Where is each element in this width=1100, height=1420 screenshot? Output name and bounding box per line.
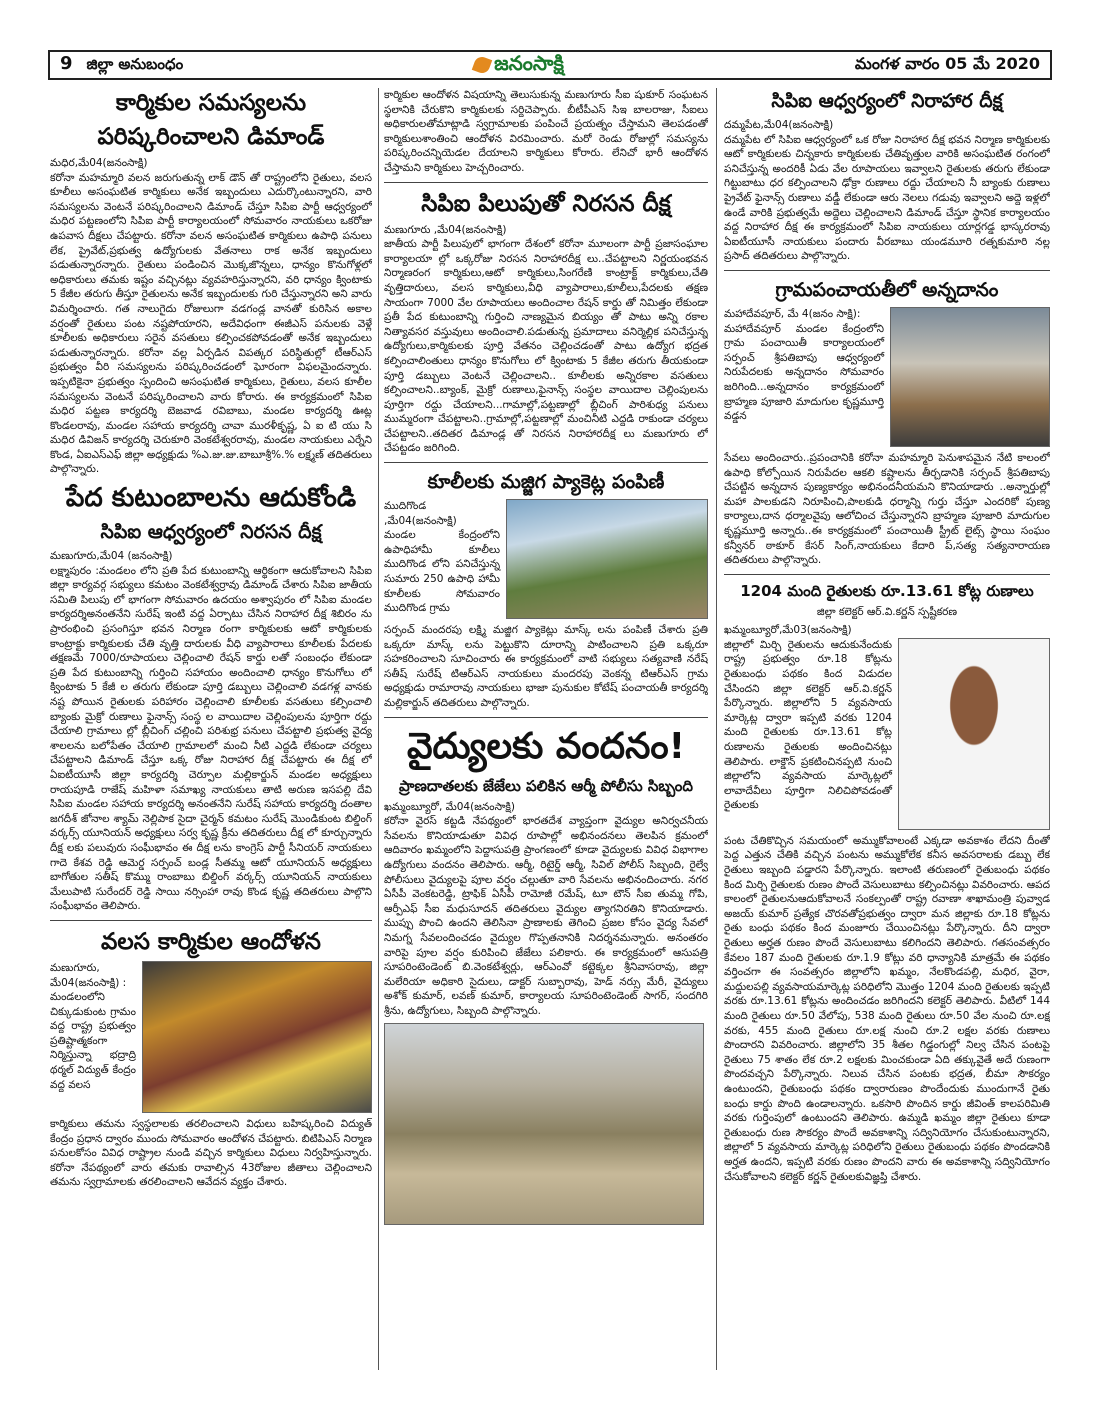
article-annadanam (724, 277, 1050, 568)
divider (724, 270, 1050, 271)
dateline: ఖమ్మంబ్యూరో,మే03(జనంసాక్షి) (724, 624, 852, 637)
article-headline: పరిష్కరించాలని డిమాండ్ (97, 124, 325, 150)
article-poor-families (50, 481, 372, 914)
article-headline: సిపిఐ పిలుపుతో నిరసన దీక్ష (421, 190, 671, 217)
workers-photo (506, 499, 708, 619)
issue-date: మంగళ వారం 05 మే 2020 (854, 53, 1040, 73)
article-headline: సిపిఐ ఆధ్వర్యంలో నిరాహార దీక్ష (771, 90, 1003, 112)
collector-portrait-photo (898, 638, 1050, 830)
header-left (60, 53, 183, 77)
police-salute-photo (384, 1023, 704, 1225)
masthead-logo (474, 51, 564, 80)
article-body: కార్మికులు తమను స్వస్థలాలకు తరలించాలని విధులు బహిష్కరించి విద్యుత్ కేంద్రం ప్రధాన ద్వారం ముందు సోమవారం ఆందోళన చేపట్టారు. బిటిపిఎస్ నిర్మాణ పనులకోసం వివిధ రాష్ట్రాల నుండి వచ్చిన కార్మికులు విధులు నిర్వహిస్తున్నారు. కరోనా నేపథ్యంలో వారు తమకు రావాల్సిన 43రోజుల జీతాలు చెల్లించాలని తమను స్వగ్రామాలకు తరలించాలని ఆవేదన వ్యక్తం చేశారు. (50, 1117, 372, 1189)
divider (384, 182, 708, 183)
article-body-lead: మండల కేంద్రంలోని ఉపాధిహామీ కూలీలు ముదిగొండ లోని పనిచేస్తున్న సుమారు 250 ఉపాధి హామీ కూలీలకు సోమవారం ముదిగొండ గ్రామ (384, 529, 500, 615)
article-body: కరోనా వైరస్ కట్టడి నేపథ్యంలో భారతదేశ వ్యాప్తంగా వైద్యుల అనిర్వచనీయ సేవలను కొనియాడుతూ వివిధ రూపాల్లో అభినందనలు తెలపిన క్రమంలో ఆదివారం ఖమ్మంలోని పెద్దాసుపత్రి ప్రాంగణంలో కూడా వైద్యులకు వివిధ విభాగాల ఉద్యోగులు వందనం తెలిపారు. ఆర్మీ, రిటైర్డ్ ఆర్మీ, సివిల్ పోలీస్ సిబ్బంది, రైల్వే పోలీసులు వైద్యులపై పూల వర్షం చల్లుతూ వారి సేవలను అభినందించారు. నగర ఏసీపీ వెంకటరెడ్డి, ట్రాఫిక్ ఏసీపీ రామోజీ రమేష్, టూ టౌన్ సీఐ తుమ్మ గోపి, ఆర్పీఎఫ్ సీఐ మధుసూదన్ తదితరులు వైద్యుల త్యాగనిరతిని కొనియాడారు. ముప్పు పొంచి ఉందని తెలిసినా ప్రాణాలకు తెగించి ప్రజల కోసం వైద్య సేవలో నిమగ్న సేవలందించడం వైద్యుల గొప్పతనానికి నిదర్శనమన్నారు. అనంతరం వారిపై పూల వర్షం కురిపించి జేజేలు పలికారు. ఈ కార్యక్రమంలో ఆసుపత్రి సూపరింటెండెంట్ బి.వెంకటేశ్వర్లు, ఆర్ఎంవో కట్టెక్కల శ్రీనివాసరావు, జిల్లా మలేరియా అధికారి సైదులు, డాక్టర్ సుబ్బారావు, హెడ్ నర్సు మేరీ, వైద్యులు అశోక్ కుమార్, లవణ్ కుమార్, కార్యాలయ సూపరింటెండెంట్ సాగర్, సందగిరి శ్రీను, ఉద్యోగులు, సిబ్బంది పాల్గొన్నారు. (384, 815, 708, 1017)
article-subheadline: సిపిఐ ఆధ్వర్యంలో నిరసన దీక్ష (100, 521, 322, 544)
dateline: దమ్మపేట,మే04(జనంసాక్షి) (724, 119, 834, 131)
article-body: సర్పంచ్ మందరపు లక్ష్మి మజ్జిగ ప్యాకెట్లు మాస్క్ లను పంపిణీ చేశారు ప్రతి ఒక్కరూ మాస్క్ లను పెట్టుకొని దూరాన్ని పాటించాలని ప్రతి ఒక్కరూ సహకరించాలని సూచించారు ఈ కార్యక్రమంలో వాటి సభ్యులు సత్యవాణి నరేష్ సతీష్ సురేష్ టిఆర్ఎస్ నాయకులు మందరపు వెంకన్న టిఆర్ఎస్ గ్రామ అధ్యక్షుడు రామారావు నాయకులు భాజా పునుకుల కోటేష్ పంచాయతీ కార్యదర్శి మల్లికార్జున్ తదితరులు పాల్గొన్నారు. (384, 624, 708, 710)
protest-photo (142, 961, 372, 1113)
column-1 (50, 88, 372, 1370)
article-salute-doctors (384, 724, 708, 1225)
column-divider (716, 88, 717, 1370)
article-body-lead: జిల్లాలో మిర్చి రైతులను ఆదుకునేందుకు రాష్ట్ర ప్రభుత్వం రూ.18 కోట్లను రైతుబంధు పథకం కింద విడుదల చేసిందని జిల్లా కలెక్టర్ ఆర్.వి.కర్ణన్ పేర్కొన్నారు. జిల్లాలోని 5 వ్యవసాయ మార్కెట్ల ద్వారా ఇప్పటి వరకు 1204 మంది రైతులకు రూ.13.61 కోట్ల రుణాలను రైతులకు అందించినట్లు తెలిపారు. లాక్డౌన్ ప్రకటించినప్పటి నుంచి జిల్లాలోని వ్యవసాయ మార్కెట్లలో లావాదేవీలు పూర్తిగా నిలిచిపోవడంతో రైతులకు (724, 638, 892, 812)
article-labour-demands (50, 88, 372, 477)
article-body: కరోనా మహమ్మారి వలన జరుగుతున్న లాక్ డౌన్ తో రాష్ట్రంలోని రైతులు, వలస కూలీలు అసంఘటిత కార్మికులు అనేక ఇబ్బందులు ఎదుర్కొంటున్నారని, వారి సమస్యలను వెంటనే పరిష్కరించాలని డిమాండ్ చేస్తూ సిపిఐ పార్టీ ఆధ్వర్యంలో మధిర పట్టణంలోని సిపిఐ పార్టీ కార్యాలయంలో సోమవారం నాయకులు ఒకరోజు ఉపవాస దీక్షలు చేపట్టారు. కరోనా వలన అసంఘటిత కార్మికులు ఉపాధి పనులు లేక, ప్రైవేట్,ప్రభుత్వ ఉద్యోగులకు వేతనాలు రాక అనేక ఇబ్బందులు పడుతున్నారన్నారు. రైతులు పండించిన మొక్కజొన్నలు, ధాన్యం కొనుగోళ్లలో అధికారులు తమకు ఇష్టం వచ్చినట్లు వ్యవహరిస్తున్నారని, వరి ధాన్యం క్వింటాకు 5 కేజీల తరుగు తీస్తూ రైతులను అనేక ఇబ్బందులకు గురి చేస్తున్నారని అని వారు విమర్శించారు. గత నాలుగైదు రోజులుగా వడగండ్ల వానతో కురిసిన అకాల వర్షంతో రైతులు పంట నష్టపోయారని, అదేవిధంగా ఈజీఎస్ పనులకు వెళ్లే కూలీలకు అధికారులు సరైన వసతులు కల్పించకపోవడంతో అనేక ఇబ్బందులు పడుతున్నారన్నారు. కరోనా వల్ల ఏర్పడిన విపత్కర పరిస్థితుల్లో టీఆర్ఎస్ ప్రభుత్వం వీరి సమస్యలను పరిష్కరించడంలో ఘోరంగా విఫలమైందన్నారు. ఇప్పటికైనా ప్రభుత్వం స్పందించి అసంఘటిత కార్మికులు, రైతులు, వలస కూలీల సమస్యలను వెంటనే పరిష్కరించాలని వారు కోరారు. ఈ కార్యక్రమంలో సిపిఐ మధిర పట్టణ కార్యదర్శి బెజవాడ రవిబాబు, మండల కార్యదర్శి ఊట్ల కొండలరావు, మండల సహాయ కార్యదర్శి చావా మురళీకృష్ణ, ఏ ఐ టి యు సి మధిర డివిజన్ కార్యదర్శి చెరుకూరి వెంకటేశ్వరరావు, మండల నాయకులు ఎర్నేని కొండ, ఏఐఎస్ఎఫ్ జిల్లా అధ్యక్షుడు %ఎ.జు.జు.బాబూశ్రీ%.% లక్ష్మణ్ తదితరులు పాల్గొన్నారు. (50, 171, 372, 476)
divider (724, 574, 1050, 575)
article-body: దమ్మపేట లో సిపిఐ ఆధ్వర్యంలో ఒక రోజు నిరాహార దీక్ష భవన నిర్మాణ కార్మికులకు ఆటో కార్మికులకు చిన్నకారు కార్మికులకు చేతివృత్తుల వారికి అసంఘటిత రంగంలో పనిచేస్తున్న అందరికీ ఏడు వేల రూపాయలు ఇవ్వాలని రైతులకు తరుగు లేకుండా గిట్టుబాటు ధర కల్పించాలని ఢోక్రా రుణాలు రద్దు చేయాలని నీ బ్యాంకు రుణాలు ప్రైవేట్ ఫైనాన్స్ రుణాలు వడ్డీ లేకుండా ఆరు నెలలు గడువు ఇవ్వాలని అద్దె ఇళ్లలో ఉండే వారికి ప్రభుత్వమే అద్దెలు చెల్లించాలని డిమాండ్ చేస్తూ స్థానిక కార్యాలయం వద్ద నిరాహార దీక్ష ఈ కార్యక్రమంలో సిపిఐ నాయకులు యార్లగడ్డ భాస్కరరావు ఏఐటీయూసీ నాయకులు పందారు వీరబాబు యండమూరి రత్నకుమారి నల్ల ప్రసాద్ తదితరులు పాల్గొన్నారు. (724, 133, 1050, 263)
article-buttermilk (384, 469, 708, 711)
leaf-icon (472, 55, 493, 76)
dateline: మణుగూరు, మే04(జనంసాక్షి) : (50, 961, 127, 989)
food-distribution-photo (890, 307, 1050, 447)
article-farmer-loans (724, 581, 1050, 1184)
dateline: మధిర,మే04(జనంసాక్షి) (50, 157, 148, 169)
article-headline: వైద్యులకు వందనం! (406, 725, 686, 767)
article-body-lead: మహాదేవపూర్ మండల కేంద్రంలోని గ్రామ పంచాయితీ కార్యాలయంలో సర్పంచ్ శ్రీపతిబాపు ఆధ్వర్యంలో నిరుపేదలకు అన్నదానం సోమవారం జరిగింది...అన్నదానం కార్యక్రమంలో బ్రాహ్మణ పూజారి మాదుగుల కృష్ణమూర్తి వడ్డన (724, 322, 884, 423)
article-headline: పేద కుటుంబాలను ఆదుకోండి (65, 483, 357, 514)
page-header (48, 50, 1052, 80)
dateline: మణుగూరు,మే04 (జనంసాక్షి) (50, 550, 173, 563)
article-headline: 1204 మంది రైతులకు రూ.13.61 కోట్ల రుణాలు (740, 581, 1034, 600)
article-subheadline: జిల్లా కలెక్టర్ ఆర్.వి.కర్ణన్ స్పష్టీకరణ (816, 605, 958, 618)
logo-text: జనంసాక్షి (494, 50, 564, 75)
divider (384, 717, 708, 718)
article-body-lead: మండలంలోని చిక్కుడుకుంట గ్రామం వద్ద రాష్ట్ర ప్రభుత్వం ప్రతిష్టాత్మకంగా నిర్మిస్తున్నా భద్రాద్రి థర్మల్ విద్యుత్ కేంద్రం వద్ద వలస (50, 991, 136, 1091)
article-headline: కూలీలకు మజ్జిగ ప్యాకెట్ల పంపిణీ (427, 471, 665, 494)
article-cpi-protest (384, 189, 708, 457)
dateline: మహాదేవపూర్, మే 4(జనం సాక్షి): (724, 307, 861, 320)
article-headline: కార్మికుల సమస్యలను (115, 90, 307, 116)
article-headline: వలస కార్మికుల ఆందోళన (101, 928, 321, 955)
divider (50, 920, 372, 921)
dateline: మణుగూరు ,మే04(జనంసాక్షి) (384, 223, 507, 236)
column-divider (378, 88, 379, 1370)
article-subheadline: ప్రాణదాతలకు జేజేలు పలికిన ఆర్మీ పోలీసు సిబ్బంది (399, 776, 693, 795)
dateline: ముదిగొండ ,మే04(జనంసాక్షి) (384, 500, 457, 527)
divider (384, 462, 708, 463)
page-number: 9 (60, 53, 73, 74)
article-body: సేవలు అందించారు..ప్రపంచానికి కరోనా మహమ్మారి పెనుశాపమైన నేటి కాలంలో ఉపాధి కోల్పోయిన నిరుపేదల ఆకలి కష్టాలను తీర్చడానికి సర్పంచ్ శ్రీపతిబాపు చేపట్టిన అన్నదాన పుణ్యకార్యం అభినందనీయమని కొనియాడారు ..అన్నార్తుల్లో మహా పాలకుడని నిరూపించి,పాలకుడి ధర్మాన్ని గుర్తు చేస్తూ ఎందరికో పుణ్య కార్యాలు,దాన ధర్మాలవైపు ఆలోచించ చేస్తున్నారని బ్రాహ్మణ పూజారి మాదుగుల కృష్ణమూర్తి అన్నారు..ఈ కార్యక్రమంలో పంచాయితీ స్ట్రీట్ లైట్స్ స్థాయి సంఘం కన్వీనర్ ఠాకూర్ కేసర్ సింగ్,నాయకులు కేదారి ప్,సత్య సత్యనారాయణ తదితరులు పాల్గొన్నారు. (724, 451, 1050, 567)
section-name: జిల్లా అనుబంధం (86, 55, 184, 73)
column-3 (724, 88, 1050, 1370)
article-body: జాతీయ పార్టీ పిలుపులో భాగంగా దేశంలో కరోనా మూలంగా పార్టీ ప్రజాసంఘాల కార్యాలయా ల్లో ఒక్కరోజు నిరసన నిరాహారదీక్ష లు..చేపట్టాలని నిర్ణయంభవన నిర్మాణరంగ కార్మికులు,ఆటో కార్మికులు,సింగరేణి కాంట్రాక్ట్ కార్మికులు,చేతి వృత్తిదారులు, వలస కార్మికులు,వీధి వ్యాపారాలు,కూలీలు,పేదలకు తక్షణ సాయంగా 7000 వేల రూపాయలు అందించాల రేషన్ కార్డు తో నిమిత్తం లేకుండా ప్రతీ పేద కుటుంబాన్ని గుర్తించి నాణ్యమైన బియ్యం తో పాటు అన్ని రకాల నిత్యావసర వస్తువులు అందించాలి.పడుతున్న ప్రమాదాలు వనిర్మెల్లిక పనిచేస్తున్న ఉద్యోగులు,కార్మికులకు పూర్తి వేతనం చెల్లించడంతో పాటు ఉద్యోగ భద్రత కల్పించాలింతులు ధాన్యం కొనుగోలు లో క్వింటాకు 5 కేజీల తరుగు తీయకుండా పూర్తి డబ్బులు వెంటనే చెల్లించాలని.. కూలీలకు అన్నిరకాల వసతులు కల్పించాలని..బ్యాంక్, మైక్రో రుణాలు,ఫైనాన్స్ సంస్థల వాయిదాల చెల్లింపులను పూర్తిగా రద్దు చేయాలని...గామాల్లో,పట్టణాల్లో బ్లీచింగ్ పారిశుధ్య పనులు ముమ్మరంగా చేపట్టాలని..గ్రామాల్లో,పట్టణాల్లో మంచినీటి ఎద్దడి రాకుండా చర్యలు చేపట్టాలని..తదితర డిమాండ్ల తో నిరసన నిరాహారదీక్ష లు మణుగూరు లో చేపట్టడం జరిగింది. (384, 238, 708, 455)
article-migrant-protest (50, 927, 372, 1190)
article-body: పంట చేతికొచ్చిన సమయంలో అమ్ముకోవాలంటే ఎక్కడా అవకాశం లేదని దీంతో పెద్ద ఎత్తున చేతికి వచ్చిన పంటను అమ్ముకోలేక కనీస అవసరాలకు డబ్బు లేక రైతులు ఇబ్బంది పడ్డారని పేర్కొన్నారు. ఇలాంటి తరుణంలో రైతుబంధు పథకం కింద మిర్చి రైతులకు రుణం పొందే వెసులుబాటు కల్పించినట్లు వివరించారు. ఆపద కాలంలో రైతులనుఆదుకోవాలనే సంకల్పంతో రాష్ట్ర రవాణా శాఖామంత్రి పువ్వాడ అజయ్ కుమార్ ప్రత్యేక చొరవతోప్రభుత్వం ద్వారా మన జిల్లాకు రూ.18 కోట్లను రైతు బంధు పథకం కింద మంజూరు చేయించినట్లు పేర్కొన్నారు. దీని ద్వారా రైతులు అర్హత రుణం పొందే వెసులుబాటు కలిగిందని తెలిపారు. గతసంవత్సరం కేవలం 187 మంది రైతులకు రూ.1.9 కోట్లు వరి ధాన్యానికి మాత్రమే ఈ పథకం వర్తించగా ఈ సంవత్సరం జిల్లాలోని ఖమ్మం, నేలకొండపల్లి, మధిర, వైరా, మద్దులపల్లి వ్యవసాయమార్కెట్ల పరిధిలోని మొత్తం 1204 మంది రైతులకు ఇప్పటి వరకు రూ.13.61 కోట్లను అందించడం జరిగిందని కలెక్టర్ తెలిపారు. వీటిలో 144 మంది రైతులు రూ.50 వేలోపు, 538 మంది రైతులు రూ.50 వేల నుంచి రూ.లక్ష వరకు, 455 మంది రైతులు రూ.లక్ష నుంచి రూ.2 లక్షల వరకు రుణాలు పొందారని వివరించారు. జిల్లాలోని 35 శీతల గిడ్డంగుల్లో నిల్వ చేసిన పంటపై రైతులు 75 శాతం లేక రూ.2 లక్షలకు మించకుండా ఏది తక్కువైతే అదే రుణంగా పొందవచ్చని పేర్కొన్నారు. నిలువ చేసిన పంటకు భద్రత, బీమా సౌకర్యం ఉంటుందని, రైతుబంధు పథకం ద్వారారుణం పొందేందుకు ముందుగానే రైతు బంధు కార్డు పొంది ఉండాలన్నారు. ఒకసారి పొందిన కార్డు జీవింత్ కాలపరిమితి వరకు గుర్తింపులో ఉంటుందని తెలిపారు. ఉమ్మడి ఖమ్మం జిల్లా రైతులు కూడా రైతుబంధు రుణ సౌకర్యం పొందే అవకాశాన్ని సద్వినియోగం చేసుకుంటున్నారని, జిల్లాలో 5 వ్యవసాయ మార్కెట్ల పరిధిలోని రైతులు రైతుబంధు పథకం పొందడానికి అర్హత ఉందని, ఇప్పటి వరకు రుణం పొందని వారు ఈ అవకాశాన్ని సద్వినియోగం చేసుకోవాలని కలెక్టర్ కర్ణన్ రైతులకువిజ్ఞప్తి చేశారు. (724, 834, 1050, 1183)
article-headline: గ్రామపంచాయతీలో అన్నదానం (775, 278, 999, 301)
article-hunger-strike (724, 88, 1050, 264)
column-2 (384, 88, 708, 1370)
article-continuation: కార్మికుల ఆందోళన విషయాన్ని తెలుసుకున్న మణుగూరు సీఐ షుకూర్ సంఘటన స్థలానికి చేరుకొని కార్మికులకు సర్దిచెప్పారు. బీటీపీఎస్ సిఇ బాలరాజు, సీఐలు అధికారులతోమాట్లాడి స్వగ్రామాలకు పంపించే ప్రయత్నం చేస్తామని తెలపడంతో కార్మికులుశాంతించి ఆందోళన విరమించారు. మరో రెండు రోజుల్లో సమస్యను పరిష్కరించన్నియెడల దేయాలని కార్మికులు కోరారు. లేనిచో భారీ ఆందోళన చేస్తామని కార్మికులు హెచ్చరించారు. (384, 89, 708, 174)
article-body: లక్ష్మాపురం :మండలం లోని ప్రతి పేద కుటుంబాన్ని ఆర్థికంగా ఆదుకోవాలని సిపిఐ జిల్లా కార్యవర్గ సభ్యులు కమటం వెంకటేశ్వర్రావు డిమాండ్ చేశారు సిపిఐ జాతీయ సమితి పిలుపు లో భాగంగా సోమవారం ఉదయం అశ్వాపురం లో సిపిఐ మండల కార్యదర్శిఅనంతనేని సురేష్ ఇంటి వద్ద ఏర్పాటు చేసిన నిరాహార దీక్ష శిబిరం ను ప్రారంభించి ప్రసంగిస్తూ భవన నిర్మాణ రంగా కార్మికులకు ఆటో కార్మికులకు కాంట్రాక్టు కార్మికులకు చేతి వృత్తి దారులకు వీధి వ్యాపారాలు కూలీలకు పేదలకు తక్షణమే 7000/రూపాయలు చెల్లించాలి రేషన్ కార్డు లతో సంబంధం లేకుండా ప్రతి పేద కుటుంబాన్ని గుర్తించి సహాయం అందించాలి ధాన్యం కొనుగోలు లో క్వింటాకు 5 కేజీ ల తరుగు లేకుండా పూర్తి డబ్బులు చెల్లించాలి వడగళ్ల వానకు నష్ట పోయిన రైతులకు పరిహారం చెల్లించాలి కూలీలకు వసతులు కల్పించాలి బ్యాంకు మైక్రో రుణాలు ఫైనాన్స్ సంస్థ ల వాయిదాల చెల్లింపులను పూర్తిగా రద్దు చేయాలి గ్రామాలు ల్లో బ్లీచింగ్ చల్లించి పరిశుభ్ర పనులు చేపట్టాలి ప్రభుత్వ వైద్య శాలలను బలోపేతం చేయాలి గ్రామాలలో మంచి నీటి ఎద్దడి లేకుండా చర్యలు చేపట్టాలని డిమాండ్ చేస్తూ ఒక్క రోజు నిరాహార దీక్ష చేపట్టారు ఈ దీక్ష లో ఏఐటీయూసీ జిల్లా కార్యదర్శి చెర్పూల మల్లికార్జున్ మండల అధ్యక్షులు రాయపూడి రాజేష్ మహిళా సమాఖ్య నాయకులు తాటి అరుణ ఇసపల్లి దేవి సిపిఐ మండల సహాయ కార్యదర్శి అనంతనేని సురేష్ సహాయ కార్యదర్శి దంతాల జగదీశ్ జోనాల శ్యామ్ నెల్లిపాక సైదా చైర్మన్ కమటం సురేష్ మొండికుంట బిల్డింగ్ వర్కర్స్ యూనియన్ అధ్యక్షులు సర్వ కృష్ణ క్రీను తదితరులు దీక్ష లో కూర్చున్నారు దీక్ష లకు పలువురు సంఘీభావం ఈ దీక్ష లను కాంగ్రెస్ పార్టీ సీనియర్ నాయకులు గాదె కేశవ రెడ్డి ఆమెర్డ సర్పంచ్ బండ్ల సీతమ్మ ఆటో యూనియన్ అధ్యక్షులు బాగోతుల సతీష్ కొమ్ము రాంబాబు బిల్డింగ్ వర్కర్స్ యూనియన్ నాయకులు మేలుపాటి సురేందర్ రెడ్డి సాయి నర్సింహా రావు కొండ కృష్ణ తదితరులు పాల్గొని సంఘీభావం తెలిపారు. (50, 564, 372, 913)
dateline: ఖమ్మంబ్యూరో, మే04(జనంసాక్షి) (384, 800, 515, 813)
